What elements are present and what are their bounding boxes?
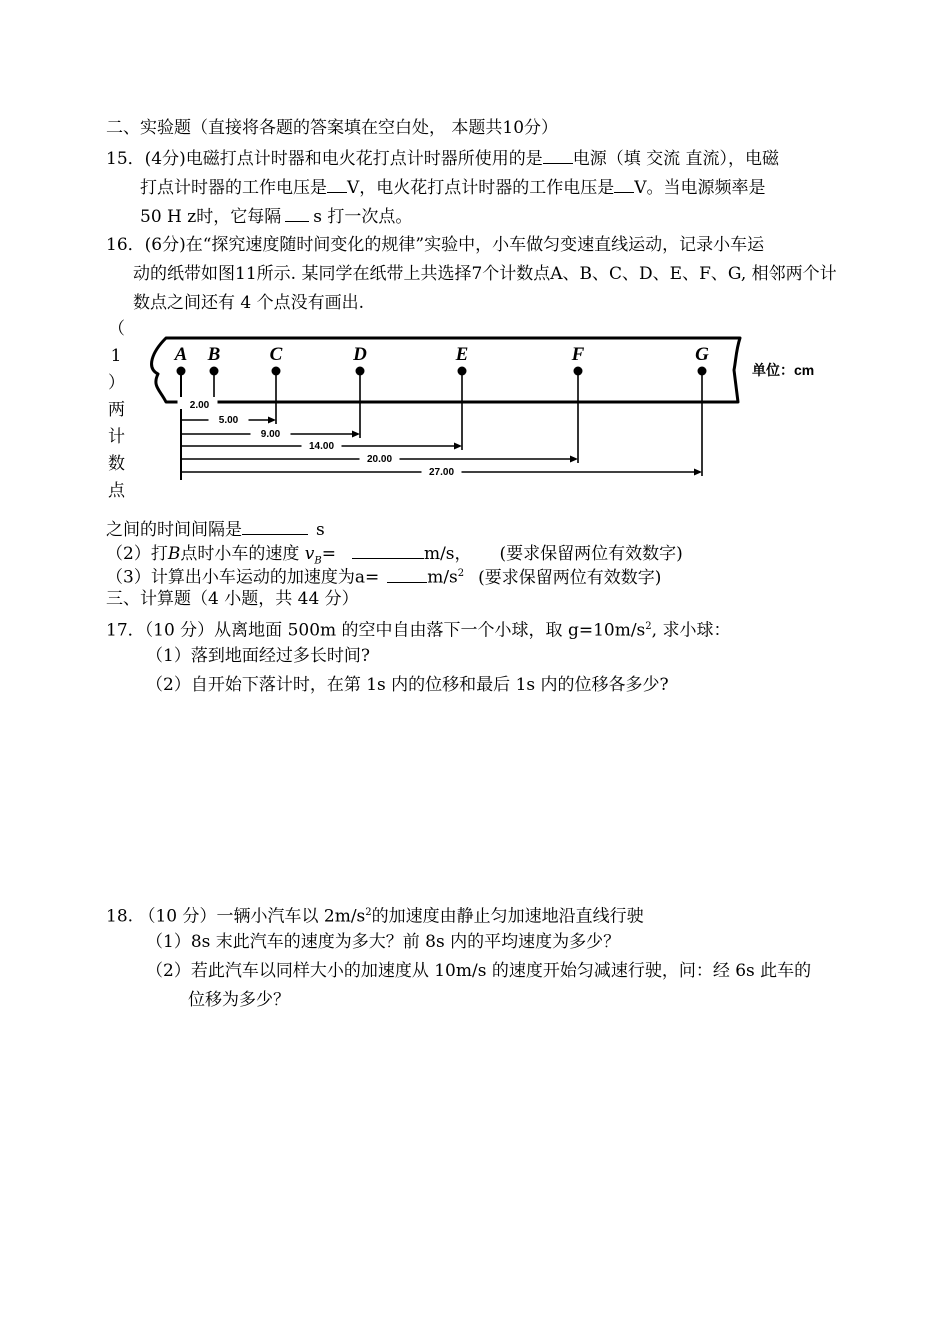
q16-sub1-vertical-text [108,316,124,505]
q16-sub2-b: B [167,544,181,564]
q16-sub3-note: (要求保留两位有效数字) [478,567,662,588]
q15-line3-a: 50 H z时，它每隔 [140,207,282,227]
tape-dimension-group [178,371,703,480]
q17-line1-a: 17．（10 分）从离地面 500m 的空中自由落下一个小球，取 g=10m/s [106,620,646,641]
q16-line1: 16．(6分)在“探究速度随时间变化的规律”实验中，小车做匀变速直线运动，记录小车运 [106,235,765,255]
vertical-char: ） [108,373,125,393]
tape-dimension-label: 14.00 [308,441,335,452]
tape-dimension-arrow [694,469,702,476]
q17-line1-b: , 求小球： [651,620,731,641]
tape-point-label: E [455,344,469,365]
q16-sub2-note: (要求保留两位有效数字) [499,544,683,564]
q16-blank-interval[interactable] [242,518,308,535]
q16-sub1-unit: s [316,520,325,540]
q15-line1 [106,147,779,170]
q18-line1-a: 18. （10 分）一辆小汽车以 2m/s [106,906,366,927]
q17-line1-sup: 2 [645,621,652,632]
tape-dimension-label: 20.00 [366,454,393,465]
q16-sub2-a: （2）打 [106,544,168,564]
q16-line2: 动的纸带如图11所示. 某同学在纸带上共选择7个计数点A、B、C、D、E、F、G, 相邻两个计 [133,264,837,284]
tape-unit-label: 单位：cm [752,362,815,378]
tape-point-label: G [695,344,709,365]
q18-sub1: （1）8s 末此汽车的速度为多大？前 8s 内的平均速度为多少？ [146,932,621,952]
tape-point-label: D [353,344,367,365]
tape-dimension-label: 5.00 [218,415,239,426]
tape-point-label: A [174,344,188,365]
q16-blank-velocity[interactable] [352,542,424,559]
q16-sub1-tail [106,518,325,541]
q15-line2 [140,176,766,199]
q17-sub1: （1）落到地面经过多长时间? [146,646,370,666]
q16-sub2-v: v [304,544,315,564]
q15-blank-voltage1[interactable] [327,176,347,193]
vertical-char: 计 [108,427,125,447]
q15-line2-a: 打点计时器的工作电压是 [140,178,327,198]
q18-sub2-cont: 位移为多少？ [188,990,290,1010]
q16-sub3-unit: m/s [427,567,458,588]
q18-line1-b: 的加速度由静止匀加速地沿直线行驶 [371,906,644,927]
vertical-char: 点 [108,481,125,501]
q16-sub2-vsub: B [314,555,322,567]
vertical-char: 数 [108,454,125,474]
tape-dimension-label: 2.00 [189,400,210,411]
q16-line3: 数点之间还有 4 个点没有画出. [133,293,365,313]
tape-dimension-arrow [268,417,276,424]
q17-sub2: （2）自开始下落计时，在第 1s 内的位移和最后 1s 内的位移各多少? [146,675,669,695]
q15-line3 [140,205,412,228]
tape-point-label: F [571,344,585,365]
tape-outline [152,338,740,402]
section-2-title: 二、实验题（直接将各题的答案填在空白处， 本题共10分） [106,118,559,138]
paper-tape-figure [140,330,830,490]
vertical-char: 1 [110,346,122,366]
q15-line1-b: 电源（填 交流 直流），电磁 [572,149,780,169]
q18-sub2: （2）若此汽车以同样大小的加速度从 10m/s 的速度开始匀减速行驶，问：经 6s 此车的 [146,961,812,981]
q15-line3-b: s 打一次点。 [313,207,413,227]
q16-sub3-a: （3）计算出小车运动的加速度为a= [106,567,380,588]
q16-sub3 [106,563,661,589]
q16-sub3-sup: 2 [457,568,465,579]
q16-blank-acceleration[interactable] [387,566,427,583]
q15-blank-interval[interactable] [285,205,309,222]
tape-points-group [174,344,709,376]
tape-dimension-label: 27.00 [428,467,455,478]
q15-line2-b: V，电火花打点计时器的工作电压是 [347,178,615,198]
tape-dimension-label: 9.00 [260,429,281,440]
tape-dimension-arrow [454,443,462,450]
tape-point-label: C [269,344,283,365]
q15-line2-c: V。当电源频率是 [634,178,766,198]
q15-blank-power[interactable] [543,147,573,164]
vertical-char: （ [108,319,125,339]
q16-sub2-unit: m/s， [423,544,472,564]
tape-point-label: B [207,344,221,365]
q15-blank-voltage2[interactable] [614,176,634,193]
section-3-title: 三、计算题（4 小题，共 44 分） [106,589,359,609]
q16-sub1-text: 之间的时间间隔是 [106,520,242,540]
tape-dimension-arrow [570,456,578,463]
q18-line1-sup: 2 [365,907,372,918]
q18-line1 [106,902,644,928]
q16-sub2-c: 点时小车的速度 [180,544,300,564]
q15-line1-a: 15．(4分)电磁打点计时器和电火花打点计时器所使用的是 [106,149,543,169]
q17-line1 [106,616,730,642]
vertical-char: 两 [108,400,125,420]
tape-dimension-arrow [352,431,360,438]
q16-sub2-eq: = [321,544,336,564]
